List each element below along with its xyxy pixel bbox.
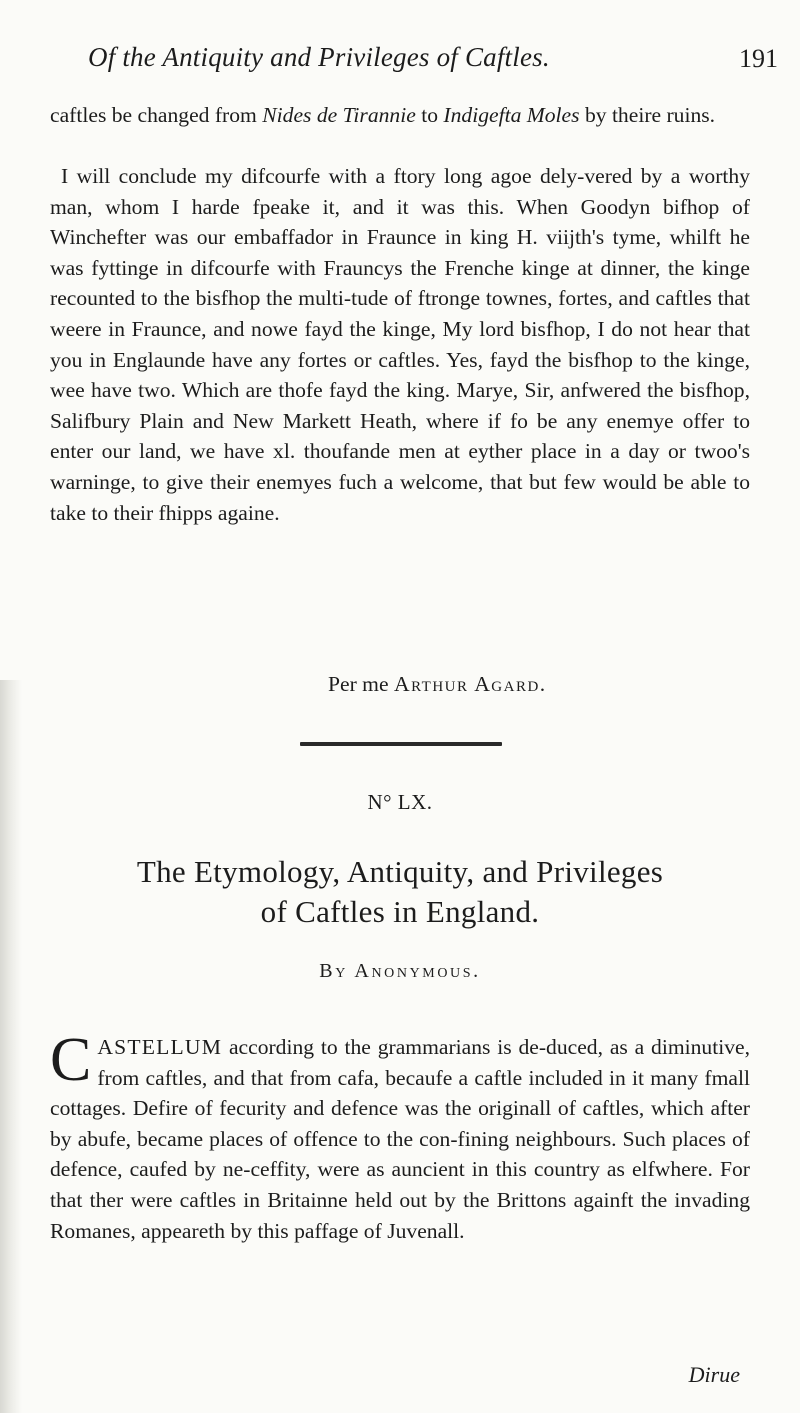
section-divider-rule xyxy=(300,742,502,746)
signature xyxy=(328,672,547,697)
paragraph-story xyxy=(50,161,750,528)
drop-cap: C xyxy=(50,1026,92,1094)
catchword: Dirue xyxy=(688,1362,740,1387)
paragraph-etymology xyxy=(50,1026,750,1246)
p1-text-end: by theire ruins. xyxy=(579,103,716,127)
p1-italic-term-2: Indigefta Moles xyxy=(443,103,580,127)
section-heading xyxy=(0,852,800,932)
p1-italic-term-1: Nides de Tirannie xyxy=(262,103,416,127)
paragraph-continuation xyxy=(50,100,750,131)
lead-word: ASTELLUM xyxy=(97,1035,223,1059)
heading-line-2: of Caftles in England. xyxy=(260,894,540,929)
etymology-text: according to the grammarians is de-duced, as a diminutive, from caftles, and that from cafa, becaufe a caftle included in it many fmall cottages. Defire of fecurity and defence was the originall of caftles, which after by abufe, became places of offence to the con-fining neighbours. Such places of defence, caufed by ne-ceffity, were as auncient in this country as elfwhere. For that ther were caftles in Britainne held out by the Brittons againft the invading Romanes, appeareth by this paffage of Juvenall. xyxy=(50,1035,750,1243)
p1-text-middle: to xyxy=(415,103,444,127)
p1-text-start: caftles be changed from xyxy=(50,103,263,127)
page-number: 191 xyxy=(739,44,778,73)
section-number: N° LX. xyxy=(367,790,433,814)
story-text: I will conclude my difcourfe with a ftory long agoe dely-vered by a worthy man, whom I harde fpeake it, and it was this. When Goodyn bifhop of Winchefter was our embaffador in Fraunce in king H. viijth's tyme, whilft he was fyttinge in difcourfe with Frauncys the Frenche kinge at dinner, the kinge recounted to the bisfhop the multi-tude of ftronge townes, fortes, and caftles that weere in Fraunce, and nowe fayd the kinge, My lord bisfhop, I do not hear that you in Englaunde have any fortes or caftles. Yes, fayd the bisfhop to the kinge, wee have two. Which are thofe fayd the king. Marye, Sir, anfwered the bisfhop, Salifbury Plain and New Markett Heath, where if fo be any enemye offer to enter our land, we have xl. thoufande men at eyther place in a day or twoo's warninge, to give their enemyes fuch a welcome, that but few would be able to take to their fhipps againe. xyxy=(50,164,750,525)
running-head xyxy=(88,42,778,82)
heading-line-1: The Etymology, Antiquity, and Privileges xyxy=(136,854,664,889)
signature-name: Arthur Agard. xyxy=(393,672,547,696)
byline: By Anonymous. xyxy=(319,960,481,982)
signature-prefix: Per me xyxy=(328,672,394,696)
running-title: Of the Antiquity and Privileges of Caftles. xyxy=(88,42,550,72)
